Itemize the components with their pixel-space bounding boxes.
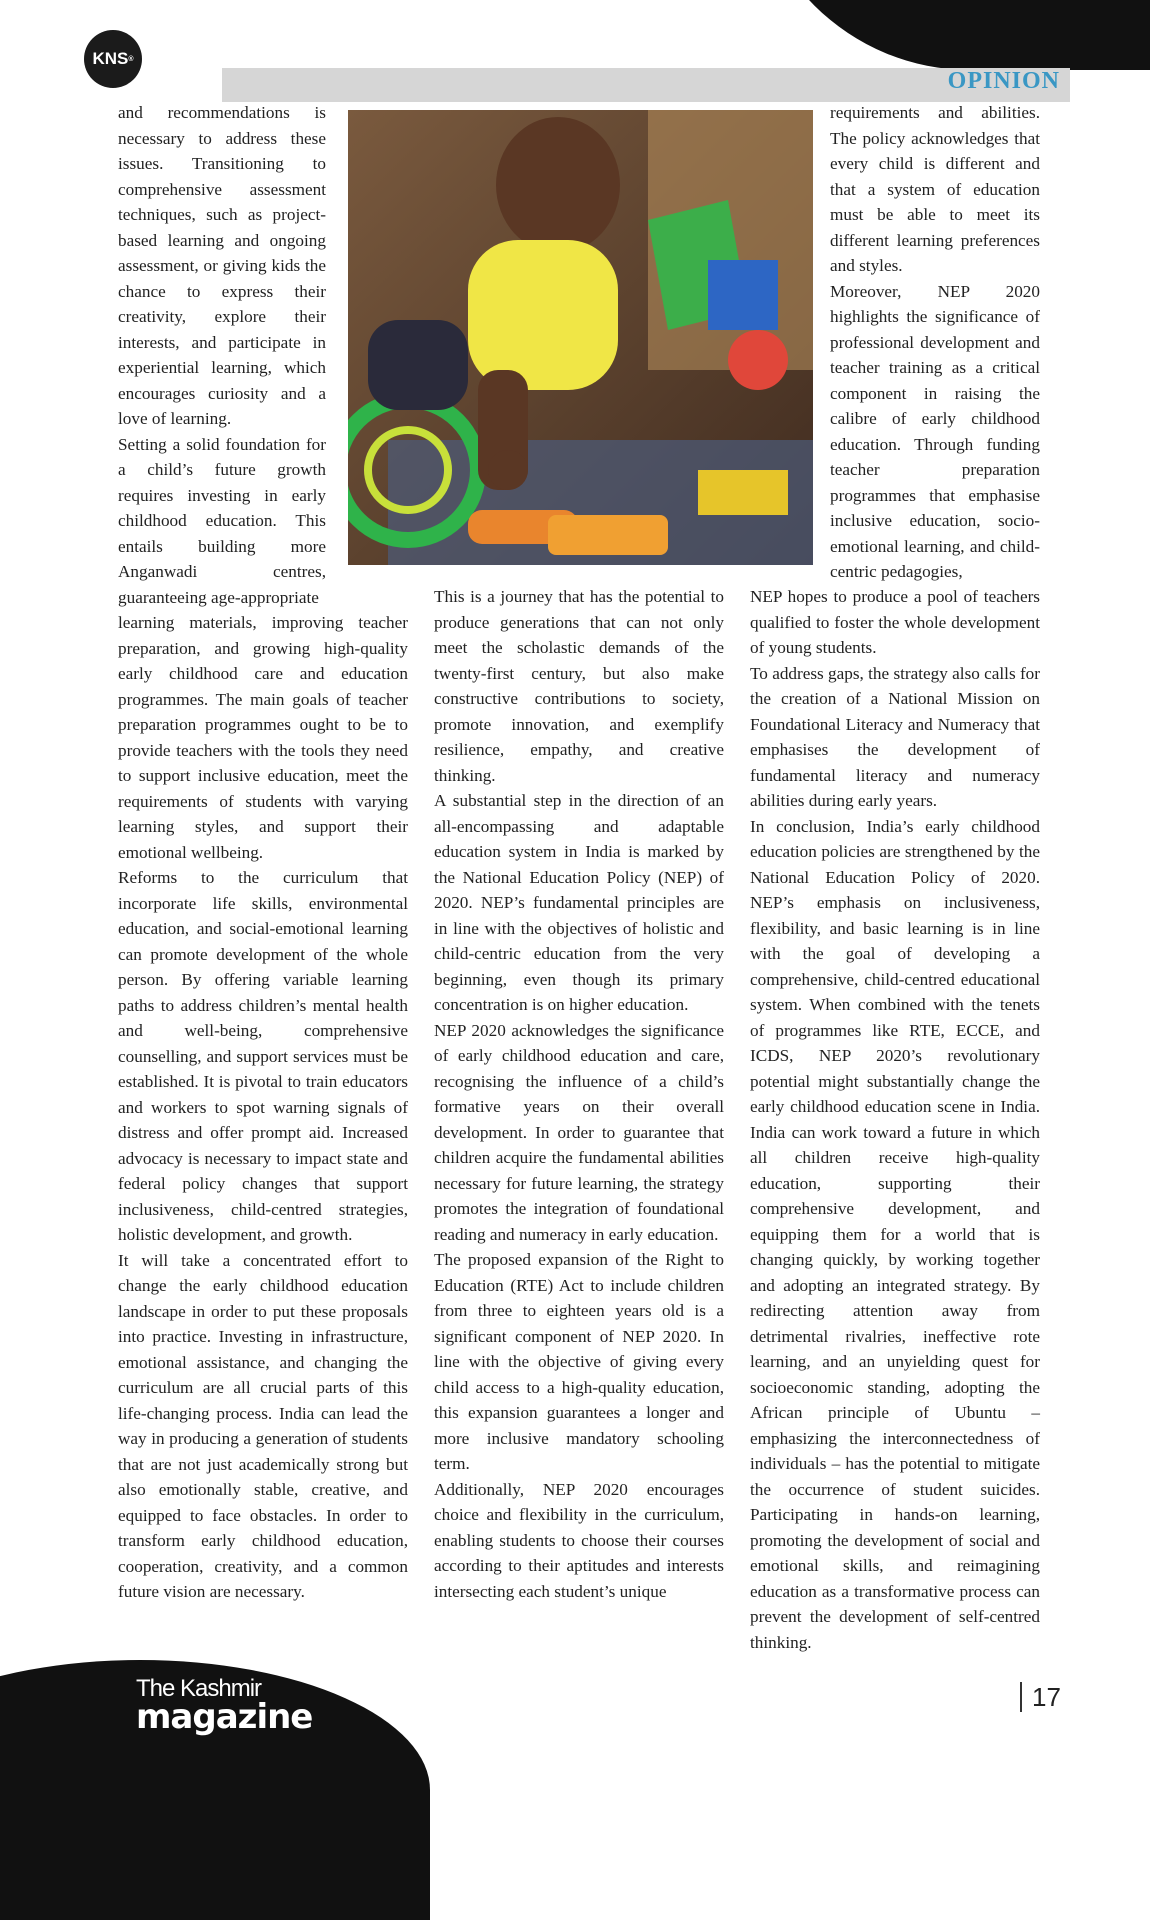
paragraph: Setting a solid foundation for a child’s future growth requires investing in early childhood education. This entails building more Anganwadi centres, guaranteeing age-appropriate — [118, 434, 326, 607]
paragraph: requirements and abilities. The policy acknowledges that every child is different and that a system of education must be able to meet its different learning preferences and styles. — [830, 103, 1040, 275]
child-playing-photo — [348, 110, 813, 565]
section-bar — [222, 68, 1070, 102]
paragraph: learning materials, improving teacher preparation, and growing high-quality early childhood care and education programmes. The main goals of teacher preparation programmes ought to be to provide teachers with the tools they need to support inclusive education, meet the requirements of students with varying learning styles, and support their emotional wellbeing. — [118, 613, 408, 862]
paragraph: Moreover, NEP 2020 highlights the significance of professional development and teacher training as a critical component in raising the calibre of early childhood education. Through funding teacher preparation programmes that emphasise inclusive education, socio-emotional learning, and child-centric pedagogies, — [830, 281, 1040, 581]
decorative-corner-top-right — [750, 0, 1150, 70]
column-left-top — [118, 100, 326, 610]
paragraph: A substantial step in the direction of an all-encompassing and adaptable education system in India is marked by the National Education Policy (NEP) of 2020. NEP’s fundamental principles are in line with the objectives of holistic and child-centric education from the very beginning, even though its primary concentration is on higher education. — [434, 791, 724, 1014]
paragraph: and recommendations is necessary to address these issues. Transitioning to comprehensive assessment techniques, such as project-based learning and ongoing assessment, or giving kids the chance to express their creativity, explore their interests, and participate in experiential learning, which encourages curiosity and a love of learning. — [118, 103, 326, 428]
paragraph: The proposed expansion of the Right to Education (RTE) Act to include children from three to eighteen years old is a significant component of NEP 2020. In line with the objective of giving every child access to a high-quality education, this expansion guarantees a longer and more inclusive mandatory schooling term. — [434, 1250, 724, 1473]
column-right-top — [830, 100, 1040, 585]
paragraph: NEP 2020 acknowledges the significance of early childhood education and care, recognising the influence of a child’s formative years on their overall development. In order to guarantee that children acquire the fundamental abilities necessary for future learning, the strategy promotes the integration of foundational reading and numeracy in early education. — [434, 1020, 724, 1244]
paragraph: This is a journey that has the potential to produce generations that can not only meet the scholastic demands of the twenty-first century, but also make constructive contributions to society, promote innovation, and exemplify resilience, empathy, and creative thinking. — [434, 587, 724, 785]
kns-logo-text: KNS — [92, 49, 129, 68]
column-middle — [434, 584, 724, 1604]
paragraph: In conclusion, India’s early childhood education policies are strengthened by the National Education Policy of 2020. NEP’s emphasis on inclusiveness, flexibility, and basic learning is in line with the goal of developing a comprehensive, child-centred educational system. When combined with the tenets of programmes like RTE, ECCE, and ICDS, NEP 2020’s revolutionary potential might substantially change the early childhood education scene in India. India can work toward a future in which all children receive high-quality education, supporting their comprehensive development, and equipping them for a world that is changing quickly, by working together and adopting an integrated strategy. By redirecting attention away from detrimental rivalries, ineffective rote learning, and an unyielding quest for socioeconomic standing, adopting the African principle of Ubuntu – emphasizing the interconnectedness of individuals – has the potential to mitigate the occurrence of student suicides. Participating in hands-on learning, promoting the development of social and emotional skills, and reimagining education as a transformative process can prevent the development of self-centred thinking. — [750, 816, 1040, 1652]
column-left-bottom — [118, 610, 408, 1605]
paragraph: Additionally, NEP 2020 encourages choice and flexibility in the curriculum, enabling students to choose their courses according to their aptitudes and interests intersecting each student’s unique — [434, 1479, 724, 1601]
section-label: OPINION — [947, 68, 1060, 94]
brand-line2: magazine — [136, 1697, 313, 1737]
paragraph: Reforms to the curriculum that incorporate life skills, environmental education, and social-emotional learning can promote development of the whole person. By offering variable learning paths to address children’s mental health and well-being, comprehensive counselling, and support services must be established. It is pivotal to train educators and workers to spot warning signals of distress and offer prompt aid. Increased advocacy is necessary to impact state and federal policy changes that support inclusiveness, child-centred strategies, holistic development, and growth. — [118, 868, 408, 1244]
brand-line1: The Kashmir — [136, 1675, 262, 1702]
magazine-brand — [136, 1675, 313, 1737]
paragraph: To address gaps, the strategy also calls for the creation of a National Mission on Foundational Literacy and Numeracy that emphasises the development of fundamental literacy and numeracy abilities during early years. — [750, 663, 1040, 810]
paragraph: NEP hopes to produce a pool of teachers qualified to foster the whole development of young students. — [750, 587, 1040, 657]
kns-logo: KNS ® — [84, 30, 142, 88]
page-number: 17 — [1020, 1682, 1061, 1712]
column-right-bottom — [750, 584, 1040, 1655]
paragraph: It will take a concentrated effort to change the early childhood education landscape in order to put these proposals into practice. Investing in infrastructure, emotional assistance, and changing the curriculum are all crucial parts of this life-changing process. India can lead the way in producing a generation of students that are not just academically strong but also emotionally stable, creative, and equipped to face obstacles. In order to transform early childhood education, cooperation, creativity, and a common future vision are necessary. — [118, 1250, 408, 1601]
article-photo — [348, 110, 813, 565]
